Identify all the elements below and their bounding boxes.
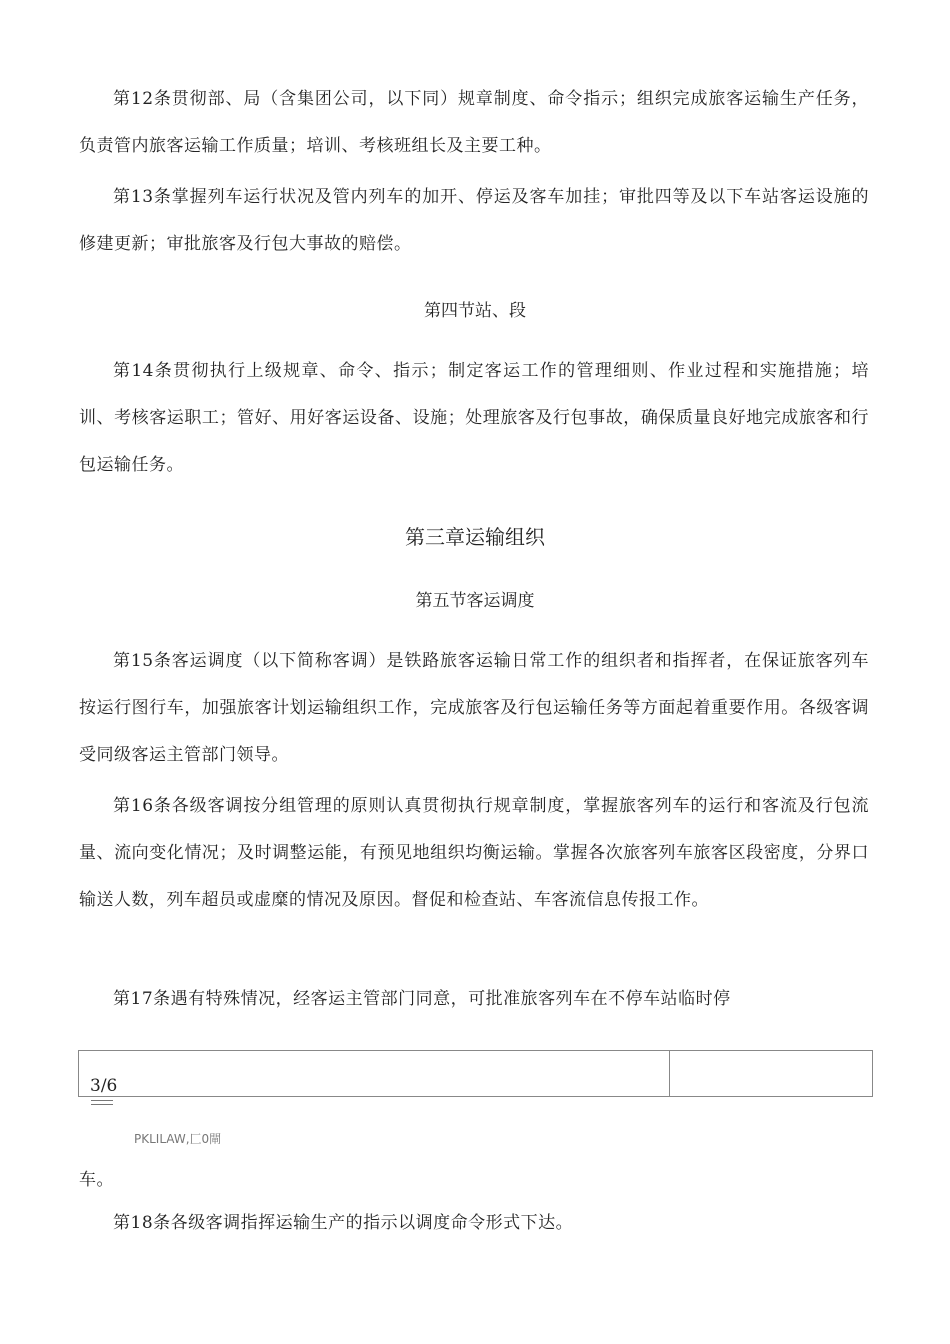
footer-box [78,1050,873,1097]
chapter-heading-3: 第三章运输组织 [405,525,545,549]
article-13: 第13条掌握列车运行状况及管内列车的加开、停运及客车加挂；审批四等及以下车站客运设施的修建更新；审批旅客及行包大事故的赔偿。 [79,187,869,254]
footer-divider [669,1051,670,1096]
article-17: 第17条遇有特殊情况，经客运主管部门同意，可批准旅客列车在不停车站临时停 [113,989,731,1009]
section-heading-4: 第四节站、段 [424,301,526,321]
watermark-text: PKLILAW,匚0閘 [134,1132,222,1146]
article-15: 第15条客运调度（以下简称客调）是铁路旅客运输日常工作的组织者和指挥者，在保证旅客列车按运行图行车，加强旅客计划运输组织工作，完成旅客及行包运输任务等方面起着重要作用。各级客调受同级客运主管部门领导。 [79,651,869,765]
footer-mark-icon [91,1100,113,1108]
page-number: 3/6 [90,1076,118,1096]
section-heading-5: 第五节客运调度 [415,591,535,611]
article-16: 第16条各级客调按分组管理的原则认真贯彻执行规章制度，掌握旅客列车的运行和客流及行包流量、流向变化情况；及时调整运能，有预见地组织均衡运输。掌握各次旅客列车旅客区段密度，分界口输送人数，列车超员或虚糜的情况及原因。督促和检查站、车客流信息传报工作。 [79,796,869,910]
article-17-continued: 车。 [79,1170,114,1190]
article-18: 第18条各级客调指挥运输生产的指示以调度命令形式下达。 [113,1213,574,1233]
article-12: 第12条贯彻部、局（含集团公司，以下同）规章制度、命令指示；组织完成旅客运输生产任务，负责管内旅客运输工作质量；培训、考核班组长及主要工种。 [79,89,869,156]
article-14: 第14条贯彻执行上级规章、命令、指示；制定客运工作的管理细则、作业过程和实施措施；培训、考核客运职工；管好、用好客运设备、设施；处理旅客及行包事故，确保质量良好地完成旅客和行包运输任务。 [79,361,869,475]
